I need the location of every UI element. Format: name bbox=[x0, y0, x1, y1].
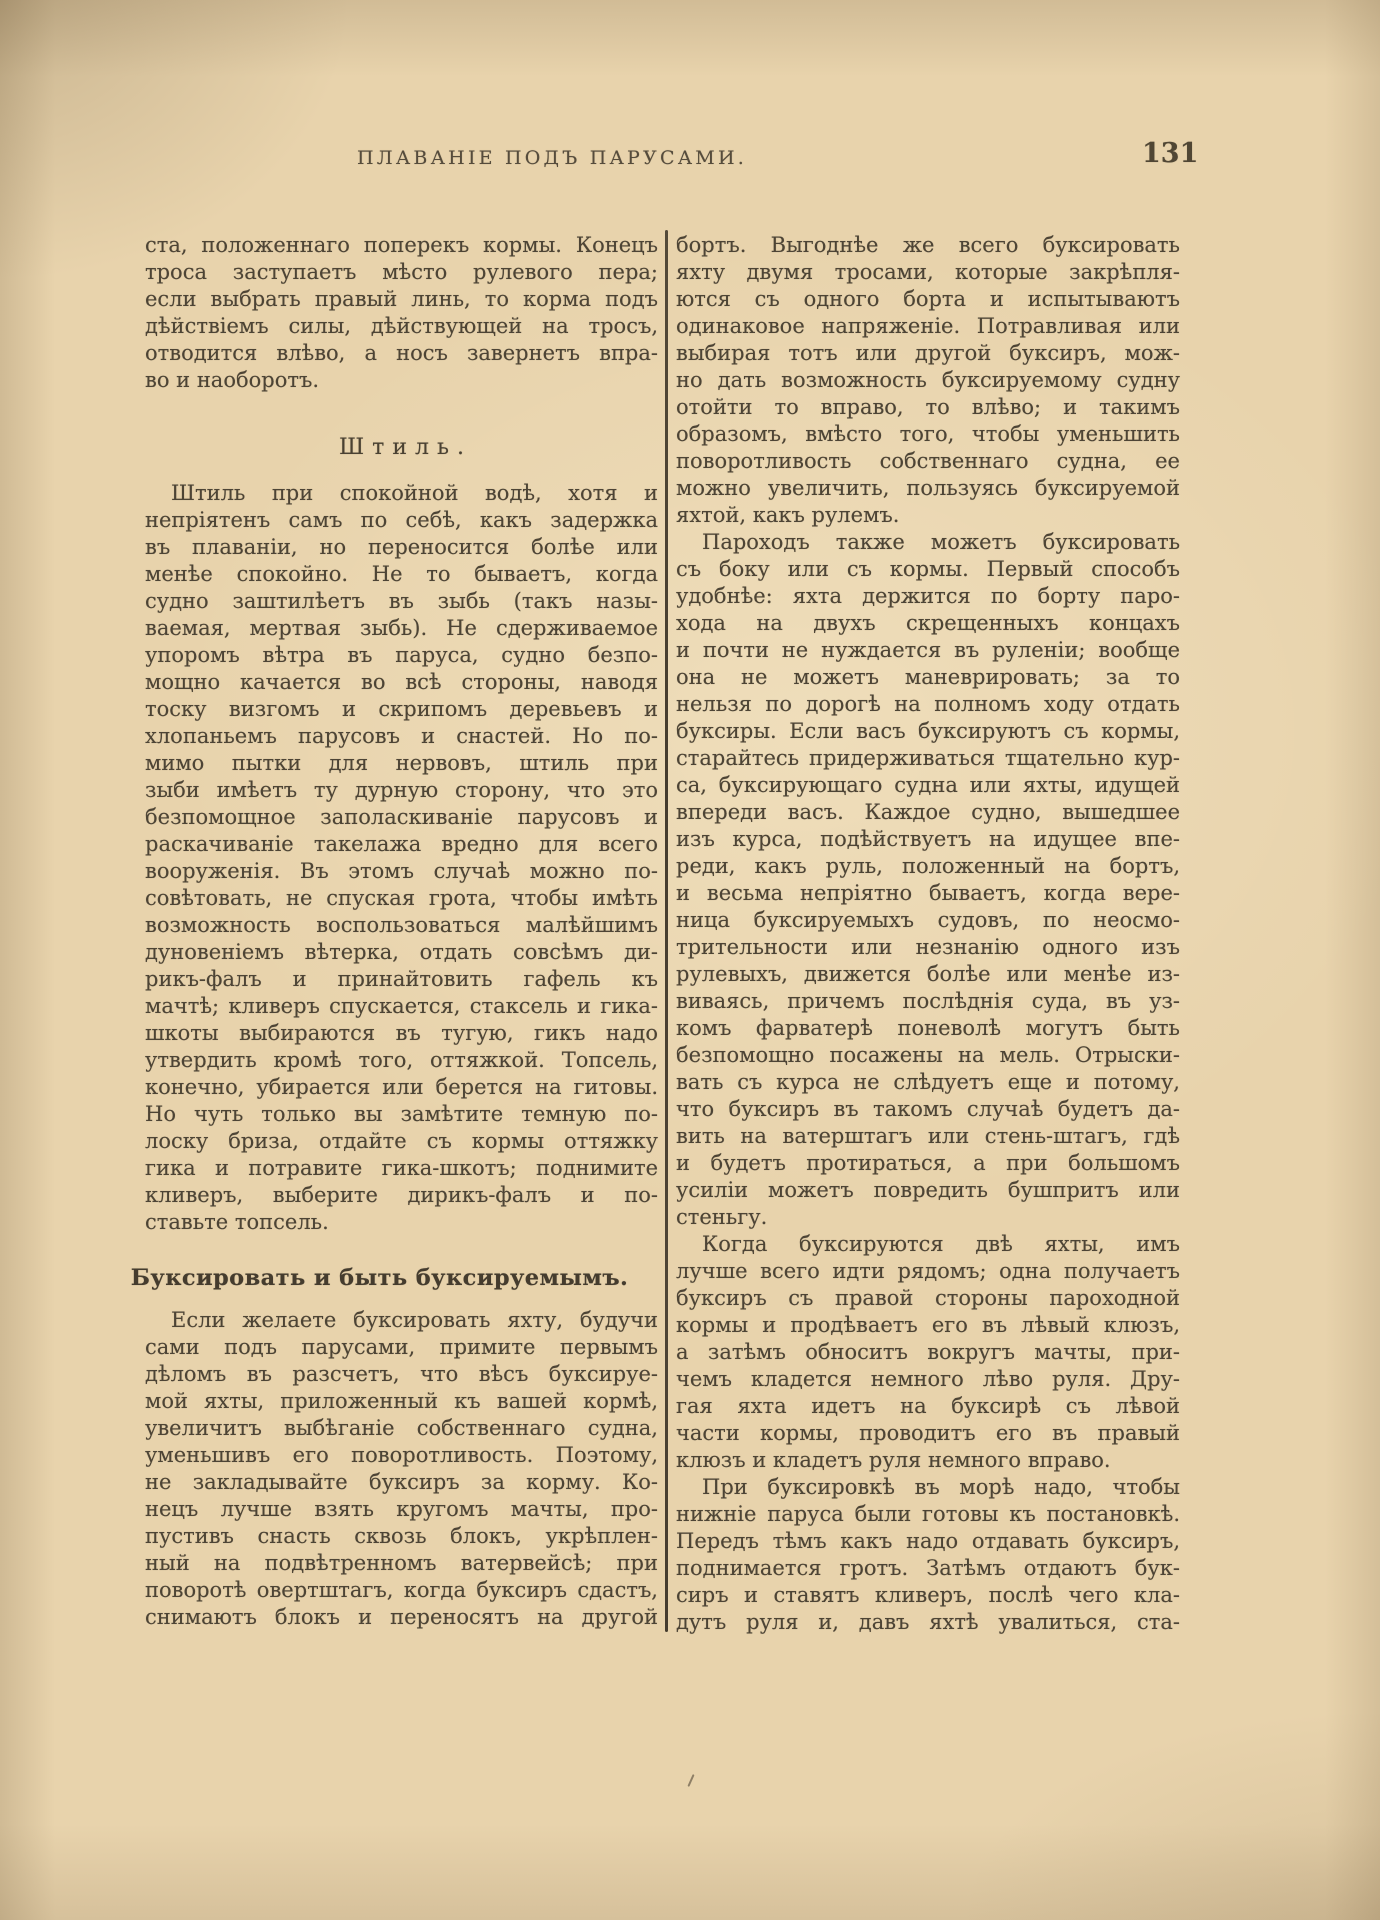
text-line: зыби имѣетъ ту дурную сторону, что это bbox=[145, 778, 658, 802]
text-line: и будетъ протираться, а при большомъ bbox=[676, 1151, 1180, 1175]
text-line: и почти не нуждается въ руленіи; вообще bbox=[676, 638, 1180, 662]
text-line: чемъ кладется немного лѣво руля. Дру- bbox=[676, 1367, 1180, 1391]
text-line: поднимается гротъ. Затѣмъ отдаютъ бук- bbox=[676, 1556, 1180, 1580]
paragraph bbox=[145, 1307, 658, 1631]
text-line: дутъ руля и, давъ яхтѣ увалиться, ста- bbox=[676, 1610, 1180, 1634]
text-line: сами подъ парусами, примите первымъ bbox=[145, 1335, 658, 1359]
text-line: не закладывайте буксиръ за корму. Ко- bbox=[145, 1470, 658, 1494]
text-line: ставьте топсель. bbox=[145, 1210, 329, 1234]
text-line: мачтѣ; кливеръ спускается, стаксель и гика- bbox=[145, 994, 658, 1018]
text-line: но дать возможность буксируемому судну bbox=[676, 368, 1180, 392]
text-line: гая яхта идетъ на буксирѣ съ лѣвой bbox=[676, 1394, 1180, 1418]
text-line: съ боку или съ кормы. Первый способъ bbox=[676, 557, 1180, 581]
text-line: Пароходъ также можетъ буксировать bbox=[702, 530, 1180, 554]
text-line: ста, положеннаго поперекъ кормы. Конецъ bbox=[145, 233, 658, 257]
text-line: отводится влѣво, а носъ завернетъ впра- bbox=[145, 341, 658, 365]
text-line: она не можетъ маневрировать; за то bbox=[676, 665, 1180, 689]
right-column bbox=[676, 232, 1180, 1636]
text-line: реди, какъ руль, положенный на бортъ, bbox=[676, 854, 1180, 878]
text-line: упоромъ вѣтра въ паруса, судно безпо- bbox=[145, 643, 658, 667]
text-line: а затѣмъ обноситъ вокругъ мачты, при- bbox=[676, 1340, 1180, 1364]
section-heading-shtil: Штиль. bbox=[339, 435, 472, 460]
text-line: ница буксируемыхъ судовъ, по неосмо- bbox=[676, 908, 1180, 932]
text-line: ный на подвѣтренномъ ватервейсѣ; при bbox=[145, 1551, 658, 1575]
text-line: раскачиваніе такелажа вредно для всего bbox=[145, 832, 658, 856]
paragraph bbox=[676, 232, 1180, 529]
text-line: мощно качается во всѣ стороны, наводя bbox=[145, 670, 658, 694]
text-line: буксиръ съ правой стороны пароходной bbox=[676, 1286, 1180, 1310]
text-line: поворотливость собственнаго судна, ее bbox=[676, 449, 1180, 473]
text-line: Когда буксируются двѣ яхты, имъ bbox=[702, 1232, 1180, 1256]
text-line: вать съ курса не слѣдуетъ еще и потому, bbox=[676, 1070, 1180, 1094]
text-line: виваясь, причемъ послѣднія суда, въ уз- bbox=[676, 989, 1180, 1013]
text-line: непріятенъ самъ по себѣ, какъ задержка bbox=[145, 508, 658, 532]
paragraph bbox=[145, 480, 658, 1236]
ink-speck bbox=[687, 1774, 694, 1787]
page-header-title: ПЛАВАНІЕ ПОДЪ ПАРУСАМИ. bbox=[357, 147, 747, 169]
text-line: дѣломъ въ разсчетъ, что вѣсъ буксируе- bbox=[145, 1362, 658, 1386]
text-line: удобнѣе: яхта держится по борту паро- bbox=[676, 584, 1180, 608]
text-line: буксиры. Если васъ буксируютъ съ кормы, bbox=[676, 719, 1180, 743]
text-line: впереди васъ. Каждое судно, вышедшее bbox=[676, 800, 1180, 824]
text-line: са, буксирующаго судна или яхты, идущей bbox=[676, 773, 1180, 797]
text-line: безпомощное заполаскиваніе парусовъ и bbox=[145, 805, 658, 829]
text-line: уменьшивъ его поворотливость. Поэтому, bbox=[145, 1443, 658, 1467]
text-line: бортъ. Выгоднѣе же всего буксировать bbox=[676, 233, 1180, 257]
text-line: ются съ одного борта и испытываютъ bbox=[676, 287, 1180, 311]
column-divider-rule bbox=[665, 230, 668, 1632]
text-line: снимаютъ блокъ и переносятъ на другой bbox=[145, 1605, 658, 1629]
text-line: конечно, убирается или берется на гитовы. bbox=[145, 1075, 658, 1099]
left-column bbox=[130, 232, 658, 1631]
text-line: кормы и продѣваетъ его въ лѣвый клюзъ, bbox=[676, 1313, 1180, 1337]
text-line: вить на ватерштагъ или стень-штагъ, гдѣ bbox=[676, 1124, 1180, 1148]
text-line: что буксиръ въ такомъ случаѣ будетъ да- bbox=[676, 1097, 1180, 1121]
text-line: троса заступаетъ мѣсто рулевого пера; bbox=[145, 260, 658, 284]
text-line: Передъ тѣмъ какъ надо отдавать буксиръ, bbox=[676, 1529, 1180, 1553]
text-line: утвердить кромѣ того, оттяжкой. Топсель, bbox=[145, 1048, 658, 1072]
text-line: нецъ лучше взять кругомъ мачты, про- bbox=[145, 1497, 658, 1521]
text-line: образомъ, вмѣсто того, чтобы уменьшить bbox=[676, 422, 1180, 446]
text-line: безпомощно посажены на мель. Отрыски- bbox=[676, 1043, 1180, 1067]
text-line: въ плаваніи, но переносится болѣе или bbox=[145, 535, 658, 559]
text-line: хода на двухъ скрещенныхъ концахъ bbox=[676, 611, 1180, 635]
text-line: трительности или незнанію одного изъ bbox=[676, 935, 1180, 959]
text-line: яхту двумя тросами, которые закрѣпля- bbox=[676, 260, 1180, 284]
text-line: яхтой, какъ рулемъ. bbox=[676, 503, 900, 527]
text-line: нижніе паруса были готовы къ постановкѣ. bbox=[676, 1502, 1180, 1526]
text-line: сиръ и ставятъ кливеръ, послѣ чего кла- bbox=[676, 1583, 1180, 1607]
text-line: лоску бриза, отдайте съ кормы оттяжку bbox=[145, 1129, 658, 1153]
text-line: выбирая тотъ или другой буксиръ, мож- bbox=[676, 341, 1180, 365]
text-line: совѣтовать, не спуская грота, чтобы имѣть bbox=[145, 886, 658, 910]
text-line: ваемая, мертвая зыбь). Не сдерживаемое bbox=[145, 616, 658, 640]
text-line: При буксировкѣ въ морѣ надо, чтобы bbox=[702, 1475, 1180, 1499]
text-line: если выбрать правый линь, то корма подъ bbox=[145, 287, 658, 311]
text-line: Штиль при спокойной водѣ, хотя и bbox=[171, 481, 658, 505]
text-line: нельзя по дорогѣ на полномъ ходу отдать bbox=[676, 692, 1180, 716]
text-line: лучше всего идти рядомъ; одна получаетъ bbox=[676, 1259, 1180, 1283]
text-line: хлопаньемъ парусовъ и снастей. Но по- bbox=[145, 724, 658, 748]
text-line: одинаковое напряженіе. Потравливая или bbox=[676, 314, 1180, 338]
text-line: стеньгу. bbox=[676, 1205, 768, 1229]
paragraph bbox=[676, 1231, 1180, 1474]
section-heading-buksirovat: Буксировать и быть буксируемымъ. bbox=[130, 1265, 629, 1291]
paragraph bbox=[676, 529, 1180, 1231]
text-line: можно увеличить, пользуясь буксируемой bbox=[676, 476, 1180, 500]
page-number: 131 bbox=[1142, 138, 1199, 169]
text-line: вооруженія. Въ этомъ случаѣ можно по- bbox=[145, 859, 658, 883]
text-line: комъ фарватерѣ поневолѣ могутъ быть bbox=[676, 1016, 1180, 1040]
text-line: пустивъ снасть сквозь блокъ, укрѣплен- bbox=[145, 1524, 658, 1548]
text-line: старайтесь придерживаться тщательно кур- bbox=[676, 746, 1180, 770]
text-line: мой яхты, приложенный къ вашей кормѣ, bbox=[145, 1389, 658, 1413]
text-line: клюзъ и кладетъ руля немного вправо. bbox=[676, 1448, 1111, 1472]
text-line: и весьма непріятно бываетъ, когда вере- bbox=[676, 881, 1180, 905]
text-line: поворотѣ овертштагъ, когда буксиръ сдастъ, bbox=[145, 1578, 658, 1602]
text-line: судно заштилѣетъ въ зыбь (такъ назы- bbox=[145, 589, 658, 613]
text-line: мимо пытки для нервовъ, штиль при bbox=[145, 751, 658, 775]
text-line: рикъ-фалъ и принайтовить гафель къ bbox=[145, 967, 658, 991]
text-line: возможность воспользоваться малѣйшимъ bbox=[145, 913, 658, 937]
text-line: менѣе спокойно. Не то бываетъ, когда bbox=[145, 562, 658, 586]
text-line: изъ курса, подѣйствуетъ на идущее впе- bbox=[676, 827, 1180, 851]
text-line: Но чуть только вы замѣтите темную по- bbox=[145, 1102, 658, 1126]
text-line: во и наоборотъ. bbox=[145, 368, 319, 392]
paragraph bbox=[676, 1474, 1180, 1636]
text-line: шкоты выбираются въ тугую, гикъ надо bbox=[145, 1021, 658, 1045]
text-line: усиліи можетъ повредить бушпритъ или bbox=[676, 1178, 1180, 1202]
text-line: увеличитъ выбѣганіе собственнаго судна, bbox=[145, 1416, 658, 1440]
text-line: части кормы, проводитъ его въ правый bbox=[676, 1421, 1180, 1445]
text-line: дѣйствіемъ силы, дѣйствующей на тросъ, bbox=[145, 314, 658, 338]
paragraph bbox=[145, 232, 658, 394]
text-line: кливеръ, выберите дирикъ-фалъ и по- bbox=[145, 1183, 658, 1207]
running-header bbox=[0, 0, 1380, 190]
text-line: дуновеніемъ вѣтерка, отдать совсѣмъ ди- bbox=[145, 940, 658, 964]
text-line: отойти то вправо, то влѣво; и такимъ bbox=[676, 395, 1180, 419]
text-line: тоску визгомъ и скрипомъ деревьевъ и bbox=[145, 697, 658, 721]
text-line: рулевыхъ, движется болѣе или менѣе из- bbox=[676, 962, 1180, 986]
text-line: Если желаете буксировать яхту, будучи bbox=[171, 1308, 658, 1332]
text-line: гика и потравите гика-шкотъ; поднимите bbox=[145, 1156, 658, 1180]
